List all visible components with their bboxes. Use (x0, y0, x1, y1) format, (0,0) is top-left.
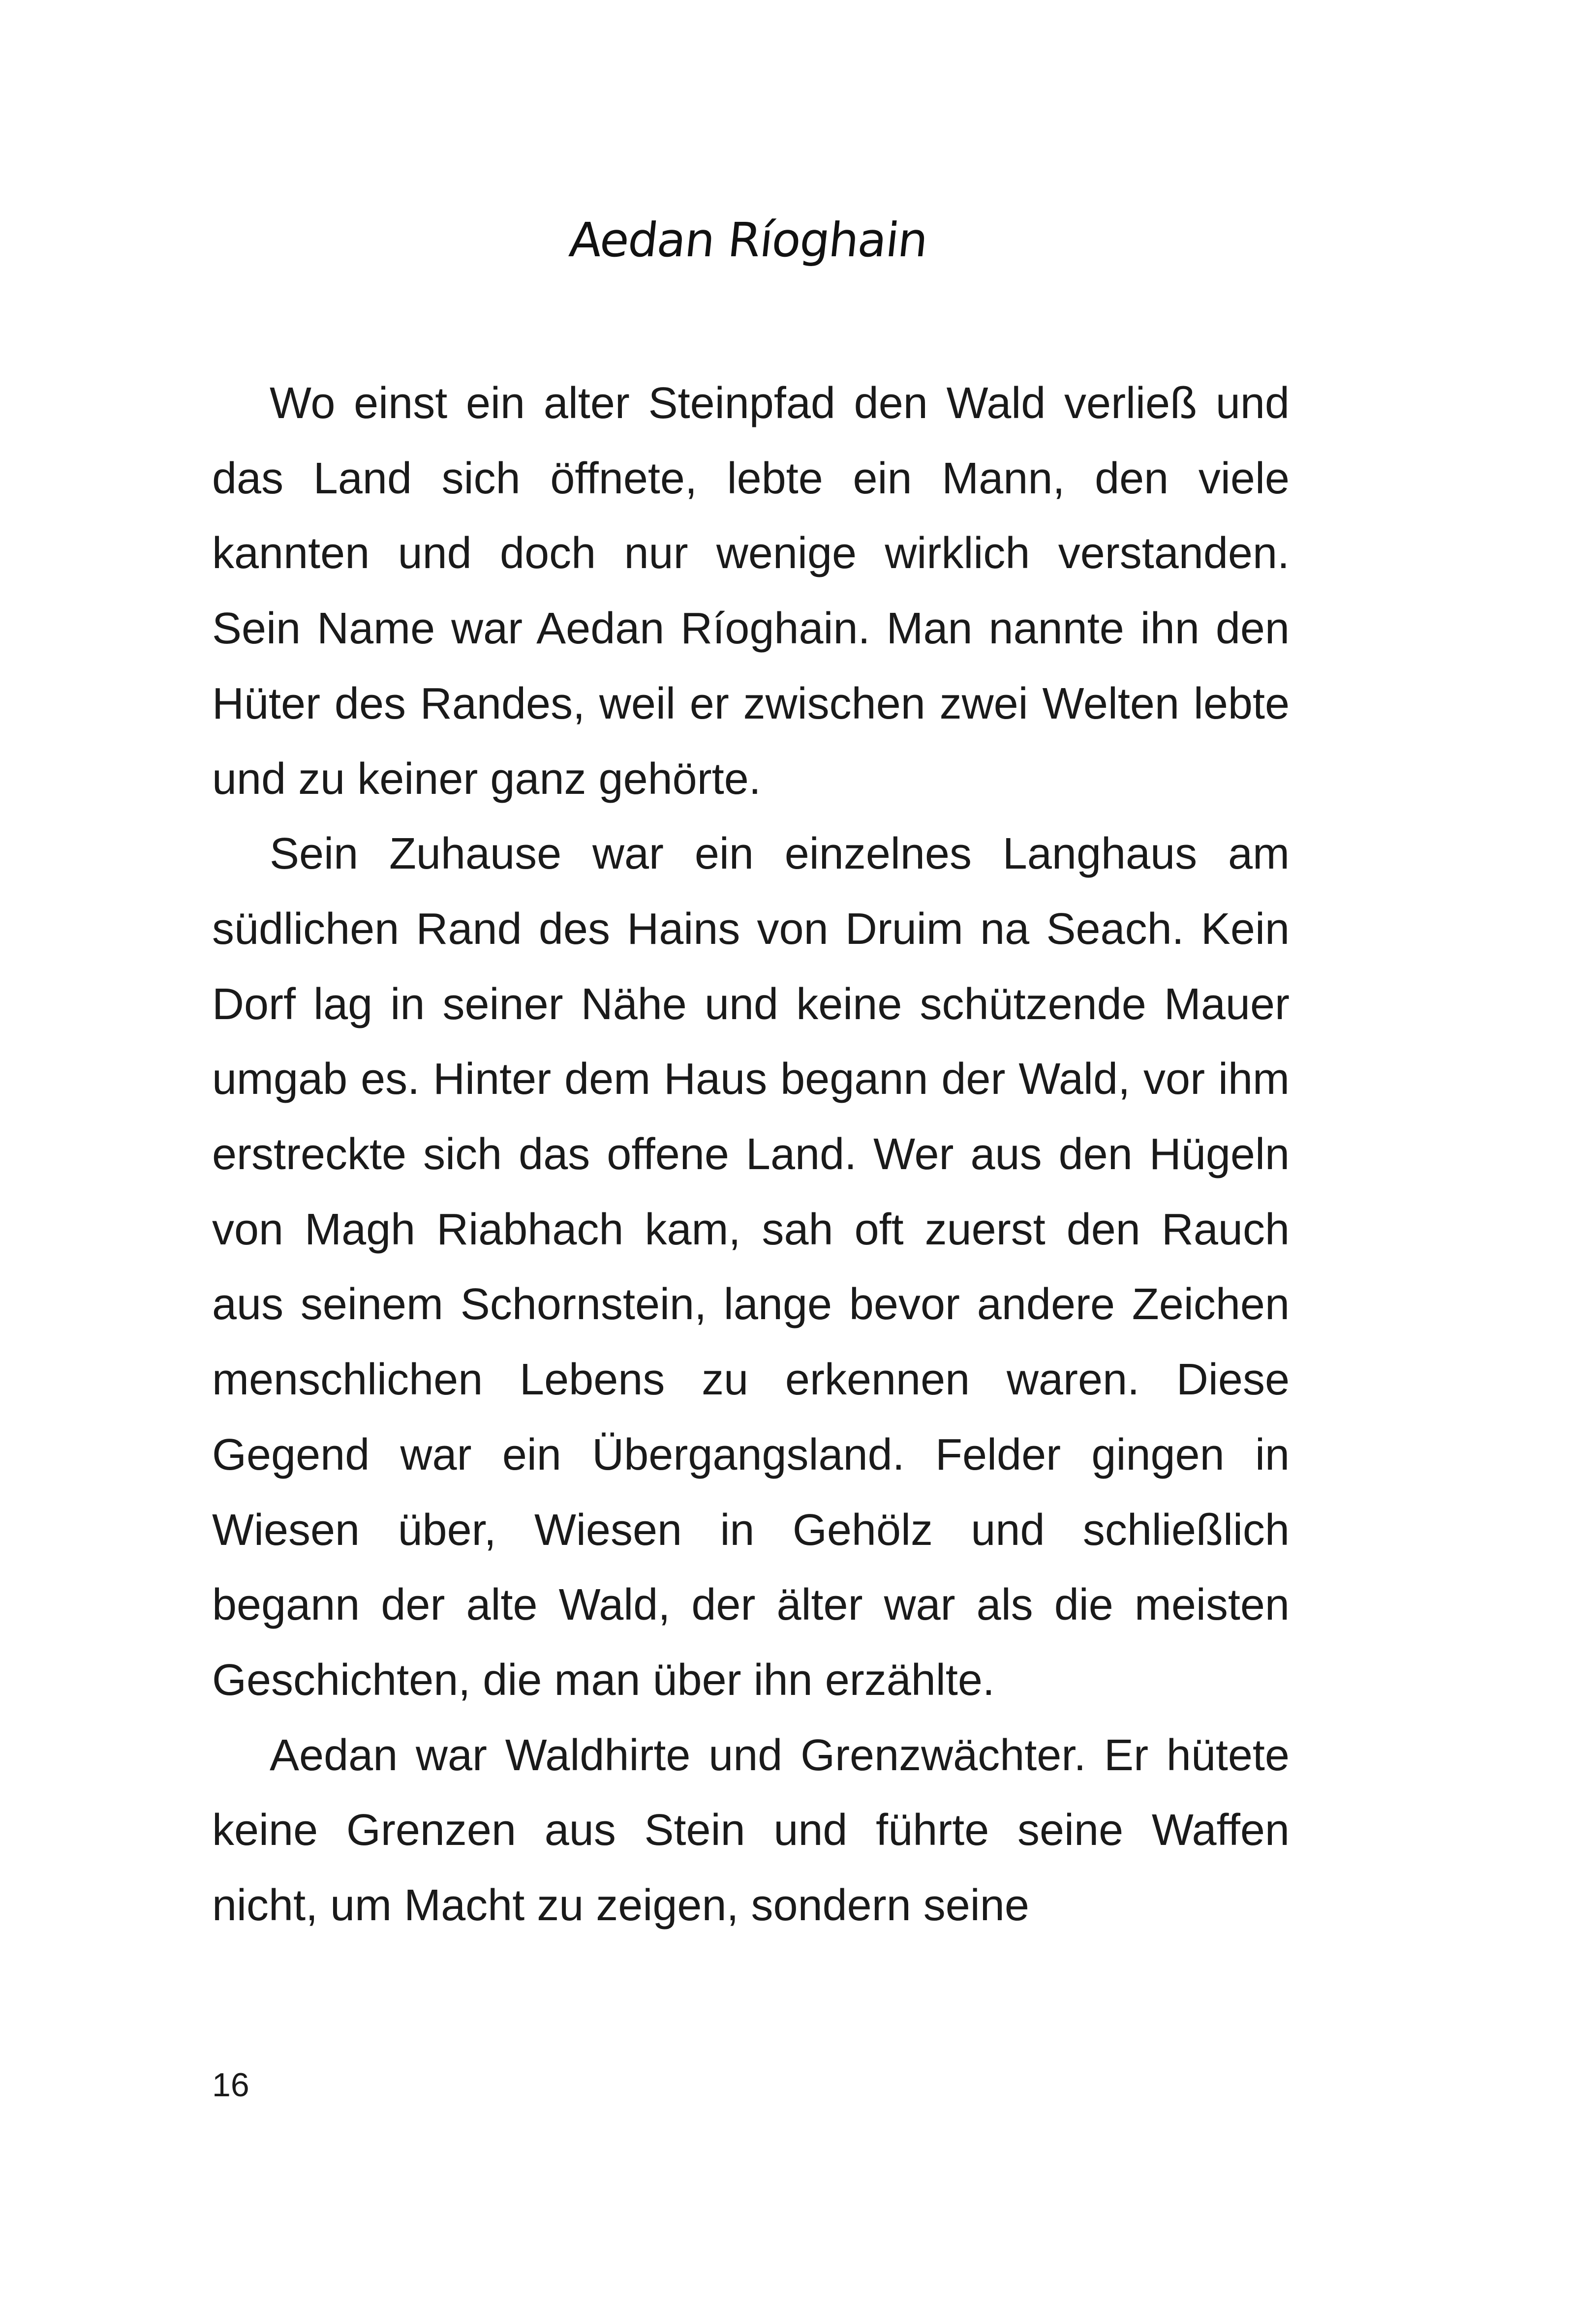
body-text (212, 366, 1290, 1943)
paragraph: Wo einst ein alter Steinpfad den Wald verließ und das Land sich öffnete, lebte ein Mann, den viele kannten und doch nur wenige wirklich verstanden. Sein Name war Aedan Ríoghain. Man nannte ihn den Hüter des Randes, weil er zwischen zwei Welten lebte und zu keiner ganz gehörte. (212, 379, 1290, 804)
paragraph: Sein Zuhause war ein einzelnes Langhaus am südlichen Rand des Hains von Druim na Seach. Kein Dorf lag in seiner Nähe und keine schützende Mauer umgab es. Hinter dem Haus begann der Wald, vor ihm erstreckte sich das offene Land. Wer aus den Hügeln von Magh Riabhach kam, sah oft zuerst den Rauch aus seinem Schornstein, lange bevor andere Zeichen menschlichen Lebens zu erkennen waren. Diese Gegend war ein Übergangsland. Felder gingen in Wiesen über, Wiesen in Gehölz und schließlich begann der alte Wald, der älter war als die meisten Geschichten, die man über ihn erzählte. (212, 829, 1290, 1705)
chapter-title: Aedan Ríoghain (566, 212, 930, 268)
paragraph: Aedan war Waldhirte und Grenzwächter. Er hütete keine Grenzen aus Stein und führte seine Waffen nicht, um Macht zu zeigen, sondern seine (212, 1730, 1290, 1931)
page-number: 16 (212, 2066, 249, 2104)
